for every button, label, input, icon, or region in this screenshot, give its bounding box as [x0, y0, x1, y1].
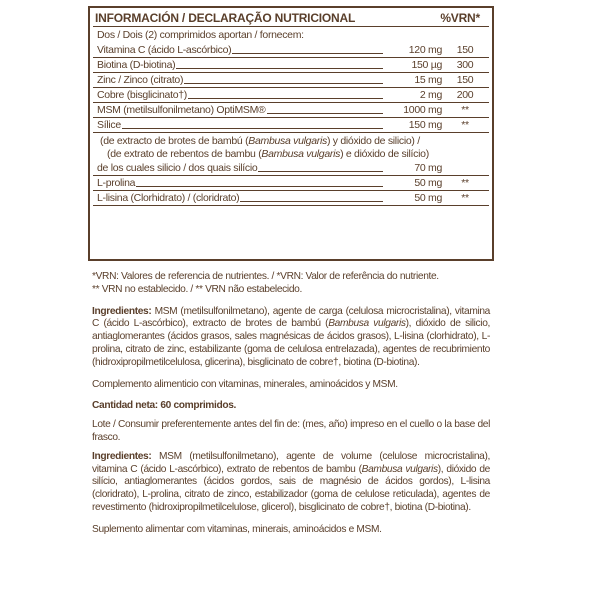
nutrient-name: Biotina (D-biotina): [97, 59, 176, 71]
table-row: [93, 58, 489, 73]
serving-intro: Dos / Dois (2) comprimidos aportan / fornecem:: [97, 29, 304, 41]
table-header: [90, 8, 492, 26]
ingredients-pt: Ingredientes: MSM (metilsulfonilmetano), agente de volume (celulose microcristalina), vitamina C (ácido L-ascórbico), extrato de rebentos de bambu (Bambusa vulgaris), dióxido de silício, antiaglomerantes (ácidos gordos, sais de magnésio de ácidos gordos), L-lisina (cloridrato), L-prolina, citrato de zinco, estabilizador (goma de celulose reticulada), agentes de revestimento (hidroxipropilmetilcelulose, glicerol), bisglicinato de cobre†, biotina (D-biotina).: [92, 450, 490, 513]
table-row: [93, 191, 489, 206]
table-row: [93, 118, 489, 133]
nutrient-vrn: **: [461, 119, 469, 131]
table-row: [93, 161, 489, 176]
nutrient-amount: 70 mg: [414, 162, 442, 174]
ingredients-es: Ingredientes: MSM (metilsulfonilmetano), agente de carga (celulosa microcristalina), vitamina C (ácido L-ascórbico), extracto de brotes de bambú (Bambusa vulgaris), dióxido de silicio, antiaglomerantes (ácidos grasos, sales magnésicas de ácidos grasos), L-lisina (clorhidrato), L-prolina, citrato de zinc, estabilizante (goma de celulosa entrelazada), agentes de recubrimiento (hidroxipropilmetilcelulosa, glicerina), bisglicinato de cobre†, biotina (D-biotina).: [92, 305, 491, 368]
table-row: [93, 43, 489, 58]
table-row: [93, 103, 489, 118]
net-quantity: Cantidad neta: 60 comprimidos.: [92, 400, 237, 412]
nutrient-amount: 150 µg: [411, 59, 442, 71]
nutrient-name: Vitamina C (ácido L-ascórbico): [97, 44, 232, 56]
nutrition-table: [88, 6, 494, 261]
nutrient-vrn: 150: [456, 74, 474, 86]
vrn-not-established-note: ** VRN no establecido. / ** VRN não estabelecido.: [92, 283, 302, 295]
nutrient-name: MSM (metilsulfonilmetano) OptiMSM®: [97, 104, 266, 116]
table-title: INFORMACIÓN / DECLARAÇÃO NUTRICIONAL: [95, 11, 356, 25]
vrn-note: *VRN: Valores de referencia de nutrientes. / *VRN: Valor de referência do nutriente.: [92, 271, 439, 282]
nutrient-name: de los cuales silicio / dos quais silício: [97, 162, 258, 174]
nutrient-amount: 120 mg: [408, 44, 442, 56]
nutrient-vrn: **: [461, 192, 469, 204]
nutrient-vrn: **: [461, 104, 469, 116]
nutrient-name: L-lisina (Clorhidrato) / (cloridrato): [97, 192, 240, 204]
silica-source-line: (de extracto de brotes de bambú (Bambusa vulgaris) y dióxido de silicio) /: [100, 135, 420, 147]
vrn-column-header: %VRN*: [440, 11, 480, 25]
label-sheet: [88, 6, 494, 537]
table-row: [93, 88, 489, 103]
silica-source-line: (de extrato de rebentos de bambu (Bambusa vulgaris) e dióxido de silício): [107, 148, 429, 160]
nutrient-amount: 15 mg: [414, 74, 442, 86]
nutrient-amount: 1000 mg: [403, 104, 442, 116]
nutrient-vrn: **: [461, 177, 469, 189]
nutrient-amount: 50 mg: [414, 177, 442, 189]
nutrient-name: L-prolina: [97, 177, 136, 189]
lot-expiry: Lote / Consumir preferentemente antes del fin de: (mes, año) impreso en el cuello o la base del frasco.: [92, 419, 490, 443]
table-row: [93, 176, 489, 191]
nutrient-name: Cobre (bisglicinato†): [97, 89, 187, 101]
nutrient-vrn: 300: [456, 59, 474, 71]
nutrient-vrn: 200: [456, 89, 474, 101]
table-row: [93, 73, 489, 88]
nutrient-vrn: 150: [456, 44, 474, 56]
supplement-pt: Suplemento alimentar com vitaminas, minerais, aminoácidos e MSM.: [92, 523, 382, 535]
nutrient-name: Sílice: [97, 119, 121, 131]
nutrient-amount: 2 mg: [419, 89, 442, 101]
nutrient-amount: 50 mg: [414, 192, 442, 204]
nutrient-name: Zinc / Zinco (citrato): [97, 74, 184, 86]
supplement-es: Complemento alimenticio con vitaminas, minerales, aminoácidos y MSM.: [92, 378, 398, 390]
nutrient-amount: 150 mg: [408, 119, 442, 131]
